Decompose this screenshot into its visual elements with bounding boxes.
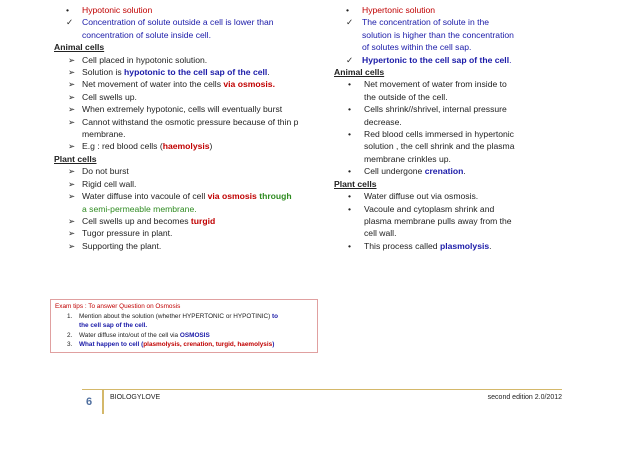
bullet-icon: •	[348, 129, 352, 140]
hypotonic-title-row	[54, 4, 329, 16]
arrow-icon: ➢	[68, 240, 76, 251]
plant-cells-heading-right: Plant cells	[334, 178, 377, 189]
bullet-icon: •	[348, 203, 352, 214]
hypertonic-column	[334, 4, 574, 252]
list-item: • Vacoule and cytoplasm shrink and	[348, 203, 495, 214]
list-item-cont: solution , the cell shrink and the plasma	[364, 141, 515, 152]
list-item: ➢ Cell swells up.	[68, 91, 137, 102]
hypotonic-definition: ✓ Concentration of solute outside a cell is lower than	[66, 17, 274, 28]
checkmark-icon: ✓	[346, 17, 354, 28]
list-item: ➢ Cell swells up and becomes turgid	[68, 215, 216, 226]
exam-tips-title: Exam tips : To answer Question on Osmosis	[55, 303, 181, 310]
list-item: ➢ E.g : red blood cells (haemolysis)	[68, 141, 213, 152]
hypertonic-title: Hypertonic solution	[362, 5, 436, 15]
arrow-icon: ➢	[68, 141, 76, 152]
hypotonic-definition-cont: concentration of solute inside cell.	[82, 29, 211, 40]
list-item-cont: the outside of the cell.	[364, 91, 448, 102]
footer-divider	[102, 390, 104, 414]
list-item: ➢ Do not burst	[68, 166, 129, 177]
arrow-icon: ➢	[68, 191, 76, 202]
footer-left-text: BIOLOGYLOVE	[110, 394, 161, 401]
bullet-icon: •	[348, 104, 352, 115]
list-item: ➢ Tugor pressure in plant.	[68, 228, 173, 239]
list-item: • Red blood cells immersed in hypertonic	[348, 129, 514, 140]
list-item-cont: membrane.	[82, 129, 126, 140]
list-item: ➢ Supporting the plant.	[68, 240, 162, 251]
bullet-icon: •	[346, 5, 350, 15]
list-item: 2. Water diffuse into/out of the cell via OSMOSIS	[67, 331, 210, 339]
list-item-cont: decrease.	[364, 116, 402, 127]
hypertonic-title-row	[334, 4, 574, 16]
arrow-icon: ➢	[68, 79, 76, 90]
bullet-icon: •	[348, 240, 352, 251]
hypertonic-key-point: ✓ Hypertonic to the cell sap of the cell.	[346, 54, 512, 65]
list-item: • This process called plasmolysis.	[348, 240, 492, 251]
arrow-icon: ➢	[68, 178, 76, 189]
animal-cells-heading-left: Animal cells	[54, 42, 105, 53]
list-item: ➢ Rigid cell wall.	[68, 178, 137, 189]
list-item: ➢ Net movement of water into the cells via osmosis.	[68, 79, 275, 90]
arrow-icon: ➢	[68, 67, 76, 78]
checkmark-icon: ✓	[66, 17, 74, 28]
list-item-cont: cell wall.	[364, 228, 397, 239]
hypertonic-definition: ✓ The concentration of solute in the	[346, 17, 490, 28]
footer-right-text: second edition 2.0/2012	[487, 394, 562, 401]
hypertonic-definition-cont: of solutes within the cell sap.	[362, 42, 472, 53]
plant-cells-heading-left: Plant cells	[54, 153, 97, 164]
list-item: ➢ Cannot withstand the osmotic pressure because of thin p	[68, 116, 299, 127]
arrow-icon: ➢	[68, 54, 76, 65]
arrow-icon: ➢	[68, 116, 76, 127]
animal-cells-heading-right: Animal cells	[334, 67, 385, 78]
list-item: ➢ When extremely hypotonic, cells will eventually burst	[68, 104, 283, 115]
page-number: 6	[86, 396, 93, 408]
hypertonic-definition-cont: solution is higher than the concentration	[362, 29, 514, 40]
list-item: • Cell undergone crenation.	[348, 166, 466, 177]
list-item: 3. What happen to cell (plasmolysis, crenation, turgid, haemolysis)	[67, 341, 275, 349]
arrow-icon: ➢	[68, 166, 76, 177]
list-item: 1. Mention about the solution (whether HYPERTONIC or HYPOTINIC) to	[67, 312, 279, 320]
bullet-icon: •	[348, 191, 352, 202]
arrow-icon: ➢	[68, 228, 76, 239]
page-footer	[82, 389, 562, 414]
bullet-icon: •	[66, 5, 70, 15]
bullet-icon: •	[348, 79, 352, 90]
checkmark-icon: ✓	[346, 54, 354, 65]
bullet-icon: •	[348, 166, 352, 177]
list-item-cont: membrane crinkles up.	[364, 153, 451, 164]
list-item-cont: a semi-permeable membrane.	[82, 203, 197, 214]
list-item-cont: plasma membrane pulls away from the	[364, 215, 512, 226]
list-item: ➢ Solution is hypotonic to the cell sap of the cell.	[68, 67, 270, 78]
arrow-icon: ➢	[68, 215, 76, 226]
hypotonic-title: Hypotonic solution	[82, 5, 153, 15]
hypotonic-column	[54, 4, 329, 252]
list-item-cont: the cell sap of the cell.	[79, 322, 148, 330]
list-item: • Cells shrink//shrivel, internal pressure	[348, 104, 507, 115]
list-item: • Net movement of water from inside to	[348, 79, 507, 90]
arrow-icon: ➢	[68, 91, 76, 102]
exam-tips-box	[50, 299, 318, 353]
list-item: ➢ Cell placed in hypotonic solution.	[68, 54, 208, 65]
arrow-icon: ➢	[68, 104, 76, 115]
list-item: • Water diffuse out via osmosis.	[348, 191, 479, 202]
list-item: ➢ Water diffuse into vacoule of cell via osmosis through	[68, 191, 292, 202]
